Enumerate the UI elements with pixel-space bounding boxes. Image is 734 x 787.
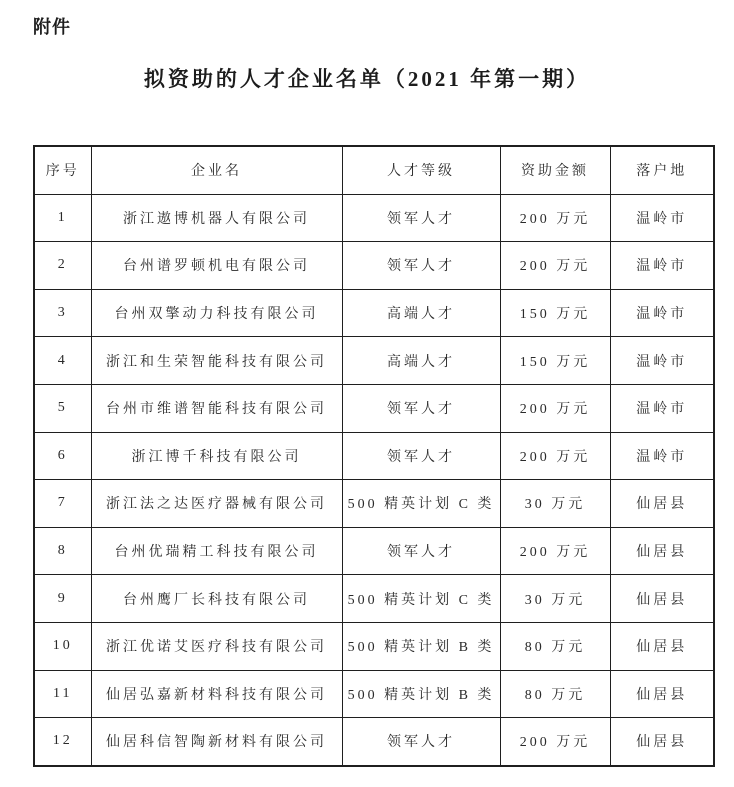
cell-talent_level: 领军人才	[342, 432, 500, 480]
cell-amount: 200 万元	[500, 384, 610, 432]
cell-no: 12	[34, 718, 91, 766]
cell-location: 仙居县	[610, 670, 714, 718]
cell-talent_level: 500 精英计划 C 类	[342, 575, 500, 623]
cell-amount: 200 万元	[500, 242, 610, 290]
cell-talent_level: 500 精英计划 C 类	[342, 480, 500, 528]
column-header-amount: 资助金额	[500, 146, 610, 194]
cell-location: 温岭市	[610, 384, 714, 432]
cell-no: 3	[34, 289, 91, 337]
cell-talent_level: 500 精英计划 B 类	[342, 670, 500, 718]
cell-amount: 200 万元	[500, 527, 610, 575]
funding-table	[33, 145, 715, 767]
cell-no: 9	[34, 575, 91, 623]
cell-location: 仙居县	[610, 527, 714, 575]
cell-location: 仙居县	[610, 480, 714, 528]
cell-talent_level: 高端人才	[342, 337, 500, 385]
table-row	[34, 337, 714, 385]
cell-no: 10	[34, 622, 91, 670]
cell-talent_level: 500 精英计划 B 类	[342, 622, 500, 670]
cell-location: 仙居县	[610, 622, 714, 670]
cell-amount: 80 万元	[500, 670, 610, 718]
cell-company: 浙江和生荣智能科技有限公司	[91, 337, 342, 385]
cell-company: 仙居科信智陶新材料有限公司	[91, 718, 342, 766]
cell-amount: 200 万元	[500, 432, 610, 480]
cell-amount: 200 万元	[500, 194, 610, 242]
cell-amount: 150 万元	[500, 289, 610, 337]
cell-talent_level: 高端人才	[342, 289, 500, 337]
column-header-talent_level: 人才等级	[342, 146, 500, 194]
cell-amount: 80 万元	[500, 622, 610, 670]
cell-company: 台州市维谱智能科技有限公司	[91, 384, 342, 432]
column-header-company: 企业名	[91, 146, 342, 194]
cell-talent_level: 领军人才	[342, 527, 500, 575]
cell-company: 台州鹰厂长科技有限公司	[91, 575, 342, 623]
cell-no: 8	[34, 527, 91, 575]
table-header-row	[34, 146, 714, 194]
cell-amount: 30 万元	[500, 480, 610, 528]
cell-amount: 30 万元	[500, 575, 610, 623]
cell-location: 温岭市	[610, 242, 714, 290]
column-header-location: 落户地	[610, 146, 714, 194]
cell-location: 仙居县	[610, 575, 714, 623]
table-row	[34, 432, 714, 480]
cell-company: 仙居弘嘉新材料科技有限公司	[91, 670, 342, 718]
table-row	[34, 718, 714, 766]
cell-company: 浙江博千科技有限公司	[91, 432, 342, 480]
cell-company: 浙江遨博机器人有限公司	[91, 194, 342, 242]
table-row	[34, 289, 714, 337]
table-body	[34, 194, 714, 766]
cell-talent_level: 领军人才	[342, 384, 500, 432]
cell-amount: 200 万元	[500, 718, 610, 766]
cell-company: 浙江法之达医疗器械有限公司	[91, 480, 342, 528]
cell-no: 1	[34, 194, 91, 242]
table-row	[34, 527, 714, 575]
table-row	[34, 242, 714, 290]
cell-company: 台州双擎动力科技有限公司	[91, 289, 342, 337]
cell-location: 温岭市	[610, 194, 714, 242]
cell-no: 11	[34, 670, 91, 718]
table-row	[34, 384, 714, 432]
cell-company: 浙江优诺艾医疗科技有限公司	[91, 622, 342, 670]
table-row	[34, 575, 714, 623]
cell-talent_level: 领军人才	[342, 718, 500, 766]
cell-location: 温岭市	[610, 432, 714, 480]
cell-no: 7	[34, 480, 91, 528]
cell-no: 2	[34, 242, 91, 290]
table-row	[34, 194, 714, 242]
table-row	[34, 670, 714, 718]
cell-amount: 150 万元	[500, 337, 610, 385]
cell-no: 5	[34, 384, 91, 432]
cell-company: 台州谱罗顿机电有限公司	[91, 242, 342, 290]
cell-location: 温岭市	[610, 337, 714, 385]
table-row	[34, 480, 714, 528]
cell-talent_level: 领军人才	[342, 194, 500, 242]
cell-no: 6	[34, 432, 91, 480]
cell-company: 台州优瑞精工科技有限公司	[91, 527, 342, 575]
cell-location: 仙居县	[610, 718, 714, 766]
page-title: 拟资助的人才企业名单（2021 年第一期）	[143, 67, 591, 91]
cell-location: 温岭市	[610, 289, 714, 337]
cell-no: 4	[34, 337, 91, 385]
column-header-no: 序号	[34, 146, 91, 194]
attachment-label: 附件	[33, 17, 71, 37]
table-row	[34, 622, 714, 670]
cell-talent_level: 领军人才	[342, 242, 500, 290]
